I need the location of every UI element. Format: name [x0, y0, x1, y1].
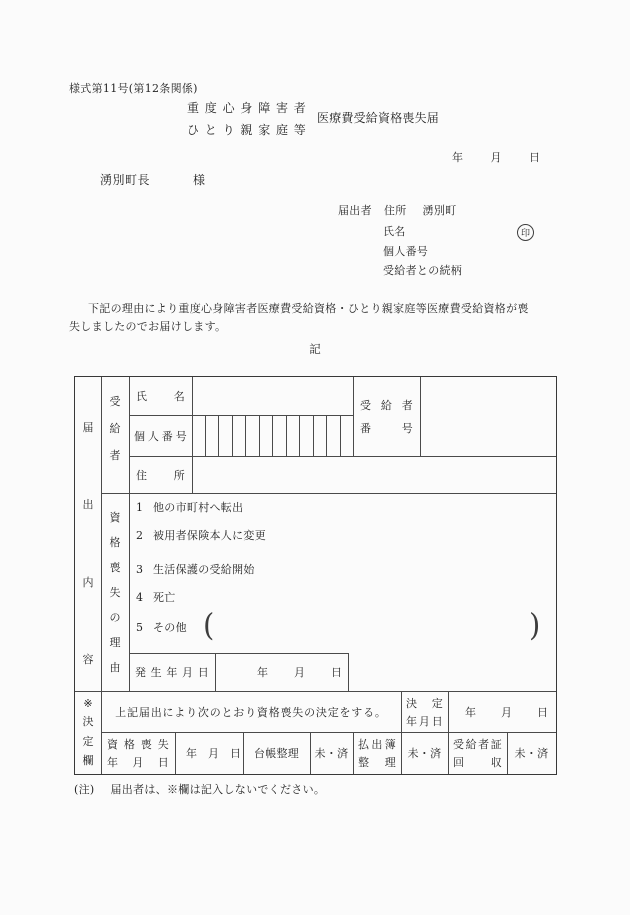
- loss-date-label-line1: 資格喪失: [107, 738, 169, 751]
- payout-ledger-label-line2: 整理: [358, 756, 396, 769]
- loss-date-input-cell[interactable]: [175, 732, 243, 774]
- group-char: 由: [109, 661, 121, 674]
- title-subject-line2: ひとり親家庭等: [187, 123, 312, 138]
- ledger-status-cell[interactable]: [310, 732, 353, 774]
- group-char: 出: [82, 498, 94, 512]
- name-label-cell: [129, 377, 192, 415]
- personal-number-digit-cell[interactable]: [341, 415, 354, 456]
- group-label-decision-column: [75, 691, 101, 774]
- decision-month: 月: [501, 705, 512, 719]
- certificate-label-line2: 回収: [453, 756, 502, 769]
- group-char: 届: [82, 421, 94, 434]
- note-text: 届出者は、※欄は記入しないでください。: [110, 783, 326, 796]
- personal-number-digit-boxes: [192, 415, 353, 456]
- reason-text: 生活保護の受給開始: [153, 563, 255, 576]
- recipient-number-input-cell[interactable]: [420, 377, 556, 456]
- decision-statement-cell: [101, 691, 401, 732]
- declarant-line: [338, 204, 456, 217]
- ki-heading: 記: [309, 342, 321, 356]
- address-label-cell: [129, 456, 192, 493]
- personal-number-digit-cell[interactable]: [206, 415, 220, 456]
- declarant-label: 届出者: [338, 204, 372, 217]
- certificate-status: 未・済: [514, 747, 549, 760]
- loss-date-label-cell: [101, 732, 175, 774]
- name-label: 氏名: [136, 390, 185, 403]
- recipient-number-label-line2: 番号: [360, 422, 413, 435]
- header-date-month: 月: [490, 151, 502, 164]
- group-char: 内: [82, 575, 94, 589]
- occurrence-date-label: 発生年月日: [135, 666, 209, 679]
- reason-number: 3: [136, 563, 144, 576]
- name-input-cell[interactable]: [192, 377, 353, 415]
- ledger-label: 台帳整理: [253, 747, 300, 760]
- header-date-day: 日: [529, 151, 540, 164]
- ledger-label-cell: [243, 732, 310, 774]
- group-char: 喪: [109, 561, 121, 574]
- decision-date-label-cell: [401, 691, 448, 732]
- group-char: 理: [109, 636, 121, 649]
- address-input-cell[interactable]: [192, 456, 556, 493]
- reason-number: 2: [136, 529, 144, 542]
- loss-date-label-line2: 年月日: [107, 756, 169, 769]
- certificate-label-cell: [448, 732, 507, 774]
- group-char: 決: [82, 715, 94, 729]
- certificate-label-line1: 受給者証: [453, 738, 502, 751]
- loss-year: 年: [186, 747, 197, 760]
- other-reason-input-area[interactable]: [221, 611, 525, 641]
- payout-status: 未・済: [407, 747, 442, 760]
- decision-day: 日: [537, 705, 548, 719]
- payout-ledger-label-cell: [353, 732, 401, 774]
- declarant-name-label: 氏名: [383, 225, 406, 238]
- reason-number: 4: [136, 591, 144, 604]
- declarant-address-label: 住所: [383, 204, 407, 217]
- personal-number-digit-cell[interactable]: [246, 415, 260, 456]
- group-char: 容: [82, 652, 94, 666]
- declarant-personal-number-label: 個人番号: [383, 245, 429, 258]
- body-line1: 下記の理由により重度心身障害者医療費受給資格・ひとり親家庭等医療費受給資格が喪: [88, 302, 529, 315]
- group-char: 受: [109, 395, 121, 408]
- seal-mark-icon: 印: [517, 224, 534, 241]
- address-label: 住所: [136, 468, 185, 482]
- reason-number: 1: [136, 501, 144, 514]
- loss-day: 日: [230, 747, 241, 760]
- title-subject-block: [187, 101, 319, 138]
- reason-option-4[interactable]: [136, 591, 176, 604]
- body-line2: 失しましたのでお届けします。: [69, 320, 227, 333]
- decision-year: 年: [465, 705, 476, 719]
- occurrence-day: 日: [331, 666, 342, 679]
- declarant-relation-label: 受給者との続柄: [383, 264, 463, 277]
- group-char: 失: [109, 586, 121, 599]
- decision-date-label-line2: 年月日: [406, 714, 443, 728]
- certificate-status-cell[interactable]: [507, 732, 556, 774]
- payout-ledger-label-line1: 払出簿: [358, 738, 396, 751]
- occurrence-year: 年: [257, 666, 268, 679]
- paren-open: (: [203, 607, 215, 643]
- header-date-field[interactable]: [452, 149, 540, 165]
- group-char: ※: [83, 697, 93, 710]
- decision-date-label-line1: 決定: [406, 696, 443, 710]
- form-number: 様式第11号(第12条関係): [69, 82, 198, 95]
- occurrence-month: 月: [294, 666, 305, 679]
- personal-number-label: 個人番号: [134, 429, 187, 443]
- reason-text: 他の市町村へ転出: [153, 501, 244, 514]
- note-label: (注): [74, 783, 95, 796]
- reason-option-5[interactable]: [136, 621, 187, 634]
- group-char: 格: [109, 536, 121, 549]
- personal-number-digit-cell[interactable]: [300, 415, 314, 456]
- reason-text: 死亡: [153, 591, 176, 604]
- title-subject-line1: 重度心身障害者: [187, 101, 312, 115]
- group-char: 給: [109, 422, 121, 435]
- ledger-status: 未・済: [314, 747, 349, 760]
- declarant-address-value: 湧別町: [422, 204, 457, 217]
- recipient-number-label-line1: 受給者: [360, 399, 413, 412]
- paren-close: ): [529, 607, 541, 643]
- group-char: 欄: [82, 753, 94, 767]
- reason-option-1[interactable]: [136, 501, 243, 514]
- addressee: 湧別町長: [100, 173, 151, 187]
- decision-statement: 上記届出により次のとおり資格喪失の決定をする。: [115, 705, 387, 719]
- personal-number-digit-cell[interactable]: [233, 415, 247, 456]
- occurrence-date-label-cell: [129, 653, 215, 691]
- reason-text: その他: [153, 621, 187, 634]
- personal-number-digit-cell[interactable]: [327, 415, 341, 456]
- personal-number-digit-cell[interactable]: [314, 415, 328, 456]
- personal-number-digit-cell[interactable]: [260, 415, 274, 456]
- group-char: 定: [82, 734, 94, 748]
- personal-number-digit-cell[interactable]: [192, 415, 206, 456]
- personal-number-digit-cell[interactable]: [287, 415, 301, 456]
- group-label-notify-content: [75, 377, 101, 691]
- personal-number-label-cell: [129, 415, 192, 456]
- group-char: 資: [109, 511, 121, 524]
- personal-number-digit-cell[interactable]: [273, 415, 287, 456]
- group-label-loss-reason: [101, 493, 129, 691]
- payout-status-cell[interactable]: [401, 732, 448, 774]
- addressee-honorific: 様: [193, 173, 206, 187]
- group-char: の: [109, 611, 121, 624]
- reason-option-2[interactable]: [136, 529, 266, 542]
- header-date-year: 年: [452, 151, 463, 164]
- loss-month: 月: [208, 747, 219, 760]
- page-title: 医療費受給資格喪失届: [317, 111, 440, 125]
- reason-number: 5: [136, 621, 144, 634]
- loss-report-table: [74, 376, 557, 775]
- group-label-recipient: [101, 377, 129, 493]
- reason-option-3[interactable]: [136, 563, 255, 576]
- group-char: 者: [109, 449, 121, 462]
- footer-note: [74, 783, 325, 796]
- decision-date-input-cell[interactable]: [448, 691, 556, 732]
- recipient-number-label-cell: [353, 377, 420, 456]
- occurrence-date-input-cell[interactable]: [215, 653, 348, 691]
- personal-number-digit-cell[interactable]: [219, 415, 233, 456]
- reason-text: 被用者保険本人に変更: [153, 529, 266, 542]
